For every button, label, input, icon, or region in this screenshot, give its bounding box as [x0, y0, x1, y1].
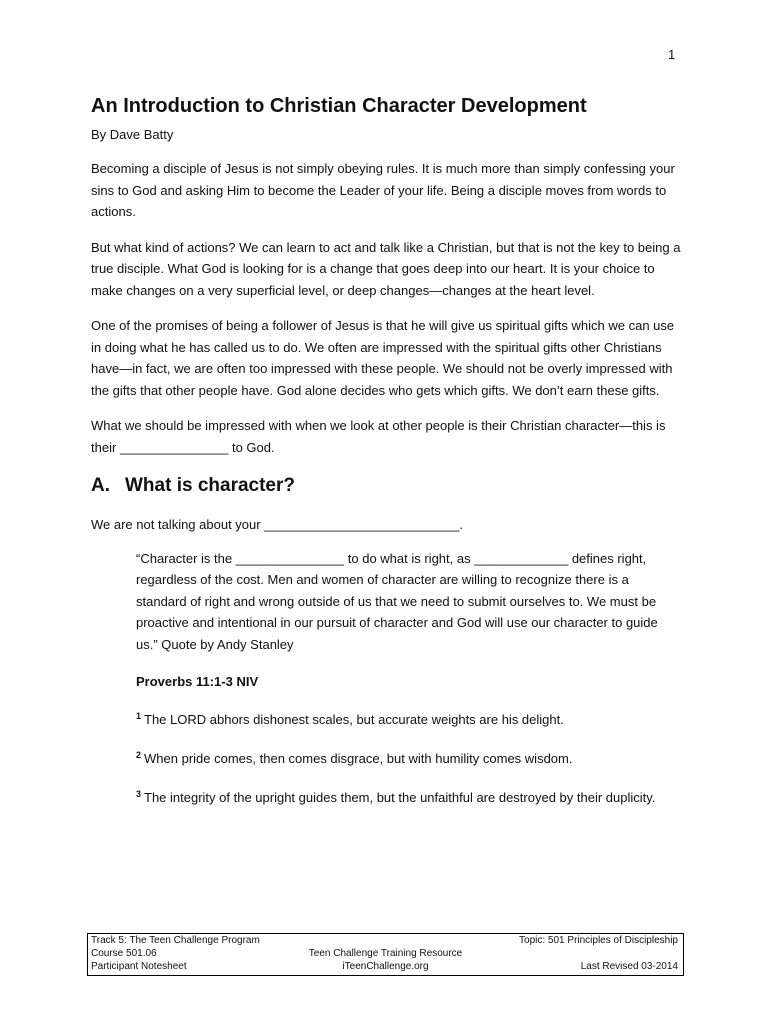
- verse-text: The LORD abhors dishonest scales, but accurate weights are his delight.: [144, 712, 564, 727]
- footer-row: [88, 960, 683, 973]
- verse-text: When pride comes, then comes disgrace, but with humility comes wisdom.: [144, 751, 573, 766]
- intro-paragraph: But what kind of actions? We can learn to act and talk like a Christian, but that is not the key to being a true disciple. What God is looking for is a change that goes deep into our heart. It is your choice to make changes on a very superficial level, or deep changes—changes at the heart level.: [91, 239, 681, 298]
- page-number: 1: [668, 47, 676, 62]
- footer-row: [88, 947, 683, 960]
- footer-notesheet: Participant Notesheet: [91, 961, 187, 972]
- verse: [136, 784, 681, 808]
- footer-row: [88, 934, 683, 947]
- footer-topic: Topic: 501 Principles of Discipleship: [519, 935, 678, 946]
- section-statement: We are not talking about your ___________________________.: [91, 517, 464, 532]
- document-title: An Introduction to Christian Character Development: [91, 95, 587, 117]
- document-body: [91, 92, 681, 808]
- verse-number: 2: [136, 750, 142, 760]
- verse-number: 1: [136, 711, 142, 721]
- character-quote: “Character is the _______________ to do what is right, as _____________ defines right, regardless of the cost. Men and women of character are willing to recognize there is a standard of right and wrong outside of us that we need to submit ourselves to. We must be proactive and intentional in our pursuit of character and God will use our character to guide us.” Quote by Andy Stanley: [136, 550, 658, 652]
- section-letter: A.: [91, 475, 110, 496]
- verse-text: The integrity of the upright guides them, but the unfaithful are destroyed by their duplicity.: [144, 790, 656, 805]
- verse: [136, 745, 681, 769]
- document-footer: [87, 933, 684, 976]
- intro-paragraph: Becoming a disciple of Jesus is not simply obeying rules. It is much more than simply confessing your sins to God and asking Him to become the Leader of your life. Being a disciple moves from words to actions.: [91, 161, 675, 219]
- intro-paragraph: What we should be impressed with when we look at other people is their Christian character—this is their _______________ to God.: [91, 418, 666, 455]
- verse: [136, 706, 681, 730]
- footer-resource: Teen Challenge Training Resource: [308, 948, 463, 959]
- footer-course: Course 501.06: [91, 948, 157, 959]
- verse-number: 3: [136, 789, 142, 799]
- quote-block: [136, 548, 681, 809]
- author-byline: By Dave Batty: [91, 127, 174, 142]
- footer-track: Track 5: The Teen Challenge Program: [91, 935, 260, 946]
- footer-revision: Last Revised 03-2014: [580, 961, 678, 972]
- scripture-reference: Proverbs 11:1-3 NIV: [136, 674, 259, 689]
- section-heading-a: [91, 472, 681, 500]
- footer-website: iTeenChallenge.org: [342, 961, 429, 972]
- intro-paragraph: One of the promises of being a follower of Jesus is that he will give us spiritual gifts which we can use in doing what he has called us to do. We often are impressed with the spiritual gifts other Christians have—in fact, we are often too impressed with these people. We should not be overly impressed with the gifts that other people have. God alone decides who gets which gifts. We don’t earn these gifts.: [91, 318, 675, 398]
- section-heading-text: What is character?: [125, 475, 295, 496]
